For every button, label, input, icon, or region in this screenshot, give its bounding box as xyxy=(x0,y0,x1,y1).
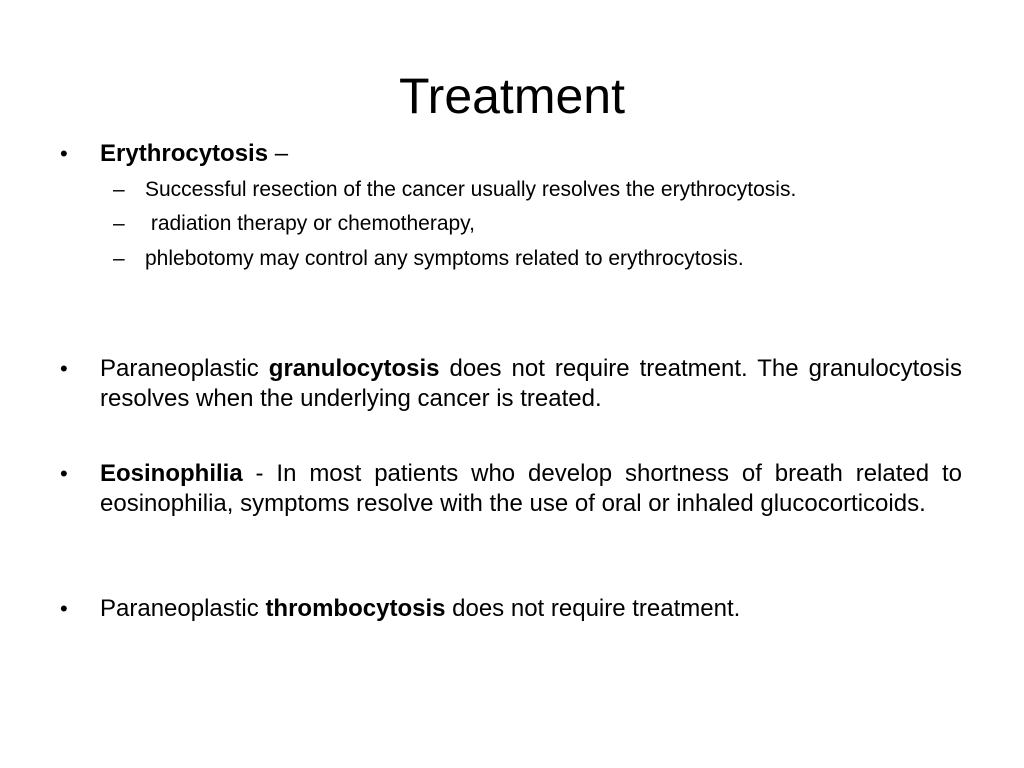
bullet-prefix: Paraneoplastic xyxy=(100,355,269,382)
bullet-term: Eosinophilia xyxy=(100,460,243,487)
bullet-dot-icon: • xyxy=(60,596,68,621)
sub-item-text: radiation therapy or chemotherapy, xyxy=(145,212,475,235)
bullet-suffix: - In most patients who develop shortness of breath related to eosinophilia, symptoms resolve with the use of oral or inhaled glucocorticoids. xyxy=(100,460,962,517)
bullet-text xyxy=(100,139,962,169)
dash-icon: – xyxy=(113,247,125,270)
bullet-dot-icon: • xyxy=(60,141,68,166)
bullet-term: granulocytosis xyxy=(268,355,440,382)
bullet-term: Erythrocytosis xyxy=(100,140,269,167)
sub-item-text: Successful resection of the cancer usually resolves the erythrocytosis. xyxy=(145,178,797,201)
bullet-suffix: does not require treatment. The granulocytosis resolves when the underlying cancer is treated. xyxy=(100,355,963,412)
bullet-suffix: – xyxy=(268,140,289,167)
dash-icon: – xyxy=(113,178,125,201)
sub-item-text: phlebotomy may control any symptoms related to erythrocytosis. xyxy=(145,247,744,270)
bullet-text xyxy=(100,354,962,414)
bullet-dot-icon: • xyxy=(60,356,68,381)
bullet-text xyxy=(100,459,962,519)
bullet-suffix: does not require treatment. xyxy=(445,595,741,622)
slide-title: Treatment xyxy=(398,68,625,124)
bullet-dot-icon: • xyxy=(60,461,68,486)
bullet-prefix: Paraneoplastic xyxy=(100,595,266,622)
dash-icon: – xyxy=(113,212,125,235)
bullet-term: thrombocytosis xyxy=(265,595,446,622)
bullet-text xyxy=(100,594,962,624)
